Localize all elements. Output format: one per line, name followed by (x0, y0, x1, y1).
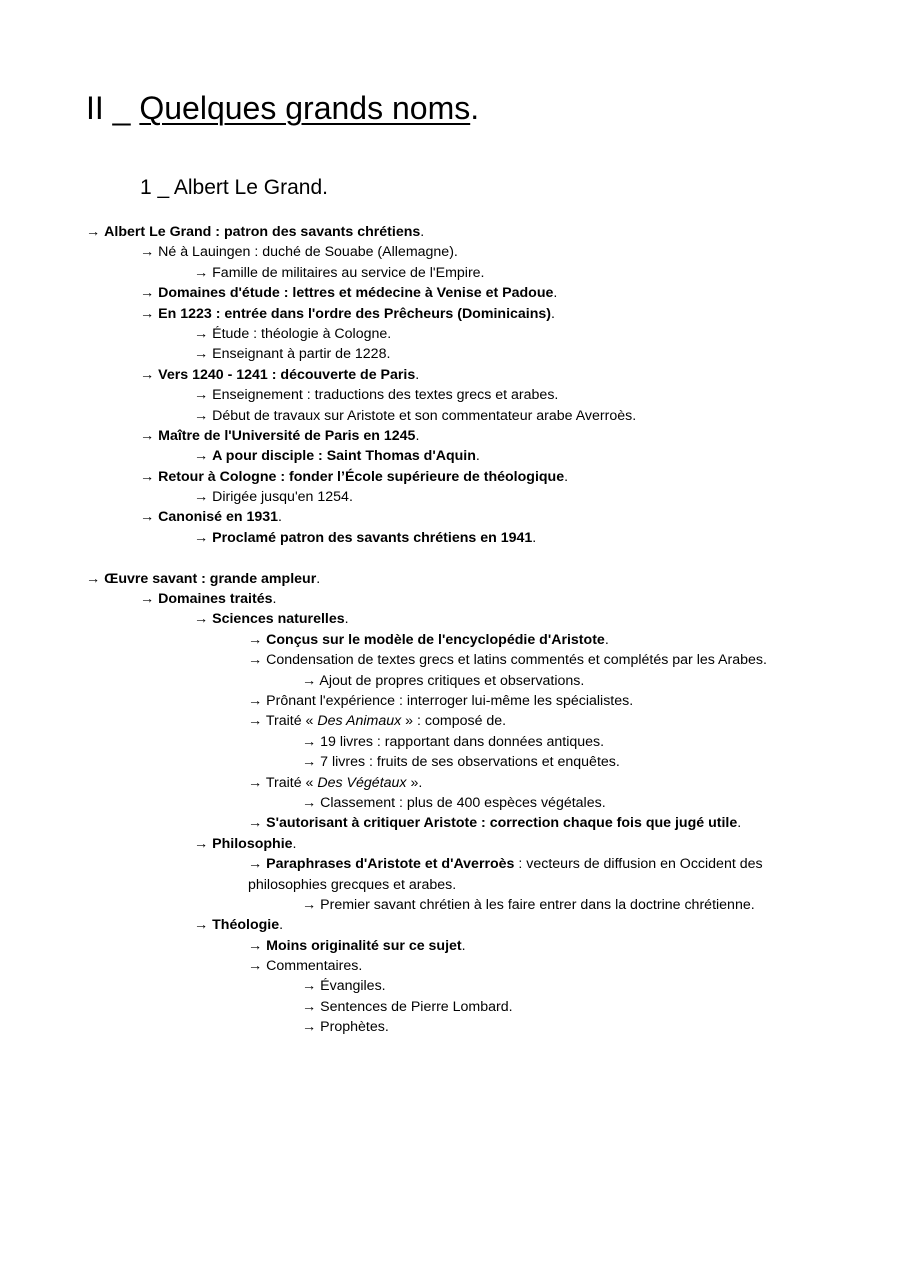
tail-text: . (316, 570, 321, 587)
tail-text: . (344, 611, 349, 628)
arrow: → (194, 448, 213, 465)
arrow: → (302, 978, 321, 995)
bold-text: Œuvre savant : grande ampleur (104, 570, 317, 587)
list-item (0, 406, 905, 426)
bold-text: Albert Le Grand : patron des savants chrétiens (104, 224, 421, 240)
tail-text: . (415, 427, 420, 444)
arrow: → (248, 692, 267, 709)
list-item (0, 304, 905, 324)
bold-text: Moins originalité sur ce sujet (266, 937, 462, 954)
arrow: → (194, 387, 213, 404)
arrow: → (140, 305, 159, 322)
bold-text: Paraphrases d'Aristote et d'Averroès (266, 856, 515, 873)
list-item (0, 976, 905, 996)
bold-text: S'autorisant à critiquer Aristote : correction chaque fois que jugé utile (266, 815, 738, 832)
tail-text: . (292, 835, 297, 852)
list-item (0, 487, 905, 507)
tail-text: . (415, 366, 420, 383)
tail-text: . (279, 917, 284, 934)
bold-text: Retour à Cologne : fonder l’École supérieure de théologique (158, 468, 565, 485)
arrow: → (248, 774, 266, 791)
list-item (0, 691, 905, 711)
item-text-pre: Traité « (265, 713, 318, 730)
item-text: Prophètes. (320, 1019, 389, 1036)
page-title (86, 88, 479, 128)
list-item (0, 569, 905, 589)
bold-text: Proclamé patron des savants chrétiens en 1941 (212, 529, 533, 546)
item-text: Premier savant chrétien à les faire entrer dans la doctrine chrétienne. (320, 896, 755, 913)
arrow: → (140, 285, 159, 302)
list-item (0, 915, 905, 935)
list-item (0, 344, 905, 364)
arrow: → (248, 958, 267, 975)
list-item (0, 956, 905, 976)
section-heading: 1 _ Albert Le Grand. (140, 176, 328, 199)
list-item (0, 650, 905, 670)
tail-text: . (532, 529, 537, 546)
tail-text: . (737, 815, 742, 832)
arrow: → (140, 427, 159, 444)
arrow: → (140, 244, 159, 261)
arrow: → (140, 509, 159, 526)
list-item (0, 263, 905, 283)
arrow: → (302, 794, 321, 811)
title-suffix: . (470, 90, 480, 126)
arrow: → (248, 815, 267, 832)
item-text: 7 livres : fruits de ses observations et enquêtes. (320, 754, 620, 771)
tail-text: . (551, 305, 555, 322)
item-text-post: ». (406, 774, 423, 791)
bold-text: En 1223 : entrée dans l'ordre des Prêcheurs (Dominicains) (158, 305, 552, 322)
item-text: Sentences de Pierre Lombard. (320, 998, 513, 1015)
list-item (0, 854, 905, 874)
arrow: → (194, 917, 213, 934)
list-item (0, 589, 905, 609)
item-text: 19 livres : rapportant dans données antiques. (320, 733, 605, 750)
list-item (0, 671, 905, 691)
item-text: Début de travaux sur Aristote et son commentateur arabe Averroès. (212, 407, 637, 424)
item-text: Dirigée jusqu'en 1254. (212, 489, 353, 506)
list-item (0, 507, 905, 527)
item-text: Né à Lauingen : duché de Souabe (Allemagne). (158, 244, 458, 261)
list-item (0, 467, 905, 487)
item-text: philosophies grecques et arabes. (248, 876, 457, 893)
bold-text: Conçus sur le modèle de l'encyclopédie d'Aristote (266, 631, 605, 648)
arrow: → (140, 468, 159, 485)
list-item (0, 324, 905, 344)
bold-text: Maître de l'Université de Paris en 1245 (158, 427, 416, 444)
tail-text: . (272, 591, 277, 608)
list-item (0, 752, 905, 772)
arrow: → (194, 611, 213, 628)
arrow: → (302, 672, 320, 689)
arrow: → (86, 570, 105, 587)
arrow: → (194, 529, 213, 546)
tail-text: . (278, 509, 282, 526)
italic-title: Des Végétaux (317, 774, 407, 791)
item-text: Classement : plus de 400 espèces végétales. (320, 794, 606, 811)
tail-text: . (420, 224, 425, 240)
arrow: → (248, 631, 267, 648)
list-item (0, 793, 905, 813)
bold-text: Domaines d'étude : lettres et médecine à Venise et Padoue (158, 285, 554, 302)
list-item (0, 385, 905, 405)
arrow: → (194, 407, 213, 424)
arrow: → (86, 224, 105, 240)
list-item (0, 283, 905, 303)
arrow: → (302, 754, 321, 771)
blank-line (0, 548, 905, 568)
tail-text: . (475, 448, 480, 465)
arrow: → (140, 366, 159, 383)
item-text: Évangiles. (320, 978, 386, 995)
arrow: → (248, 713, 266, 730)
outline-body (0, 222, 905, 1038)
list-item (0, 813, 905, 833)
list-item (0, 895, 905, 915)
tail-text: . (553, 285, 558, 302)
list-item (0, 936, 905, 956)
arrow: → (302, 896, 321, 913)
item-text-post: » : composé de. (401, 713, 507, 730)
arrow: → (194, 835, 213, 852)
item-text: Commentaires. (266, 958, 363, 975)
list-item (0, 773, 905, 793)
tail-text: : vecteurs de diffusion en Occident des (514, 856, 763, 873)
title-prefix: II _ (86, 90, 140, 126)
list-item (0, 365, 905, 385)
list-item (0, 222, 905, 242)
list-item (0, 426, 905, 446)
bold-text: Sciences naturelles (212, 611, 345, 628)
bold-text: Philosophie (212, 835, 293, 852)
bold-text: Domaines traités (158, 591, 273, 608)
list-item (0, 609, 905, 629)
list-item (0, 528, 905, 548)
italic-title: Des Animaux (317, 713, 402, 730)
arrow: → (194, 325, 213, 342)
list-item (0, 711, 905, 731)
list-item (0, 1017, 905, 1037)
list-item (0, 242, 905, 262)
list-item (0, 630, 905, 650)
arrow: → (194, 346, 213, 363)
arrow: → (140, 591, 159, 608)
list-item (0, 446, 905, 466)
list-item-continuation (0, 875, 905, 895)
arrow: → (302, 733, 321, 750)
arrow: → (194, 264, 213, 281)
item-text-pre: Traité « (265, 774, 318, 791)
bold-text: Vers 1240 - 1241 : découverte de Paris (158, 366, 416, 383)
title-text: Quelques grands noms (139, 90, 471, 126)
list-item (0, 997, 905, 1017)
bold-text: Canonisé en 1931 (158, 509, 279, 526)
arrow: → (194, 489, 213, 506)
arrow: → (302, 1019, 321, 1036)
arrow: → (248, 652, 267, 669)
item-text: Étude : théologie à Cologne. (212, 325, 392, 342)
bold-text: Théologie (212, 917, 280, 934)
tail-text: . (604, 631, 609, 648)
item-text: Enseignement : traductions des textes grecs et arabes. (212, 387, 559, 404)
item-text: Famille de militaires au service de l'Empire. (212, 264, 485, 281)
arrow: → (302, 998, 321, 1015)
item-text: Ajout de propres critiques et observations. (319, 672, 585, 689)
item-text: Enseignant à partir de 1228. (212, 346, 391, 363)
list-item (0, 834, 905, 854)
item-text: Condensation de textes grecs et latins commentés et complétés par les Arabes. (266, 652, 767, 669)
arrow: → (248, 937, 267, 954)
tail-text: . (461, 937, 466, 954)
item-text: Prônant l'expérience : interroger lui-même les spécialistes. (266, 692, 634, 709)
arrow: → (248, 856, 267, 873)
bold-text: A pour disciple : Saint Thomas d'Aquin (212, 448, 476, 465)
list-item (0, 732, 905, 752)
tail-text: . (564, 468, 569, 485)
